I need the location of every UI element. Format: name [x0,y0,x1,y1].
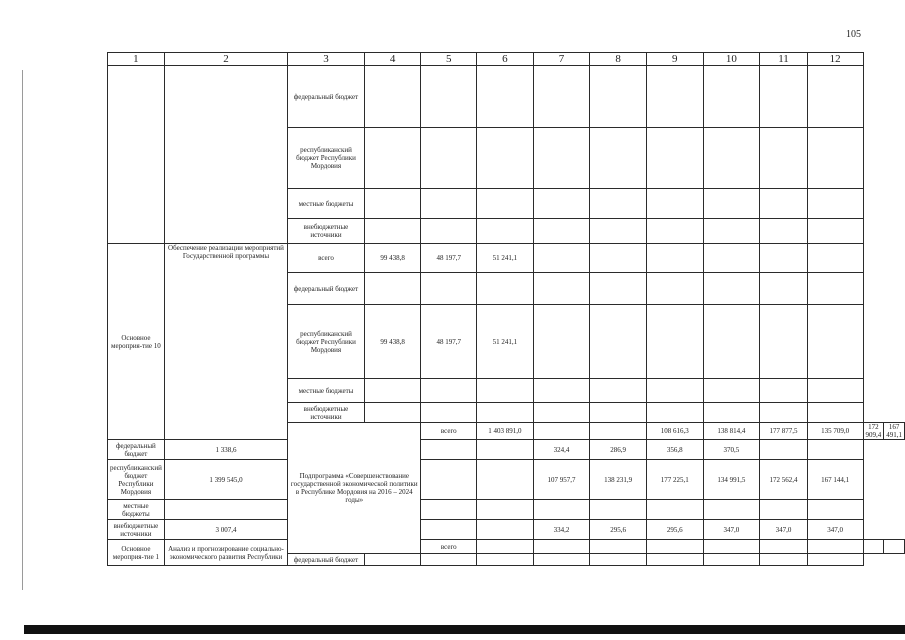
header-cell: 1 [108,53,165,66]
source-cell: федеральный бюджет [288,273,365,305]
value-cell: 347,0 [760,520,808,540]
value-cell: 51 241,1 [477,305,534,379]
header-cell: 2 [164,53,287,66]
header-cell: 5 [421,53,477,66]
scan-left-rule [22,70,23,590]
value-cell: 347,0 [807,520,863,540]
value-cell [477,520,534,540]
value-cell [533,423,590,440]
table-row [108,500,905,520]
value-cell [477,460,534,500]
header-cell: 7 [533,53,590,66]
value-cell: 334,2 [533,520,590,540]
value-cell: 356,8 [646,440,703,460]
value-cell [807,440,863,460]
value-cell [477,440,534,460]
table-row [108,244,905,273]
table-row [108,460,905,500]
value-cell: 99 438,8 [364,305,421,379]
value-cell: 286,9 [590,440,647,460]
value-cell [421,460,477,500]
source-cell: республиканский бюджет Республики Мордовия [108,460,165,500]
source-cell: внебюджетные источники [288,403,365,423]
value-cell: 51 241,1 [477,244,534,273]
value-cell: 48 197,7 [421,305,477,379]
budget-table [107,52,905,566]
source-cell: внебюджетные источники [108,520,165,540]
value-cell: 3 007,4 [164,520,287,540]
value-cell: 135 709,0 [807,423,863,440]
value-cell: 107 957,7 [533,460,590,500]
value-cell: 172 909,4 [863,423,884,440]
header-cell: 3 [288,53,365,66]
table-row [108,440,905,460]
header-cell: 4 [364,53,421,66]
source-cell: всего [288,244,365,273]
scan-bottom-bar [24,625,905,634]
value-cell [760,440,808,460]
source-cell: всего [421,423,477,440]
value-cell: 295,6 [646,520,703,540]
source-cell: местные бюджеты [288,189,365,219]
value-cell [590,423,647,440]
source-cell: федеральный бюджет [108,440,165,460]
measure-name: Анализ и прогнозирование социально-экономического развития Республики [164,540,287,566]
value-cell: 48 197,7 [421,244,477,273]
measure-name: Обеспечение реализации мероприятий Государственной программы [164,244,287,440]
header-cell: 11 [760,53,808,66]
value-cell: 134 991,5 [703,460,760,500]
source-cell: республиканский бюджет Республики Мордовия [288,128,365,189]
value-cell [421,520,477,540]
table-row [108,520,905,540]
value-cell: 295,6 [590,520,647,540]
header-row [108,53,905,66]
header-cell: 8 [590,53,647,66]
value-cell: 138 814,4 [703,423,760,440]
value-cell: 177 225,1 [646,460,703,500]
value-cell: 1 403 891,0 [477,423,534,440]
blank-cell [108,66,165,244]
value-cell: 1 338,6 [164,440,287,460]
header-cell: 9 [646,53,703,66]
value-cell: 1 399 545,0 [164,460,287,500]
value-cell: 167 491,1 [884,423,905,440]
subprogram-name: Подпрограмма «Совершенствование государственной экономической политики в Республике Мордовия на 2016 – 2024 годы» [288,423,421,554]
value-cell: 347,0 [703,520,760,540]
source-cell: федеральный бюджет [288,554,365,566]
value-cell: 324,4 [533,440,590,460]
measure-label: Основное мероприя-тие 10 [108,244,165,440]
blank-cell [164,66,287,244]
value-cell: 108 616,3 [646,423,703,440]
source-cell: внебюджетные источники [288,219,365,244]
source-cell: всего [421,540,477,554]
page-number: 105 [846,29,861,40]
table-row [108,540,905,554]
source-cell: местные бюджеты [108,500,165,520]
value-cell: 177 877,5 [760,423,808,440]
value-cell: 172 562,4 [760,460,808,500]
source-cell: федеральный бюджет [288,66,365,128]
value-cell: 138 231,9 [590,460,647,500]
value-cell: 370,5 [703,440,760,460]
value-cell: 167 144,1 [807,460,863,500]
value-cell: 99 438,8 [364,244,421,273]
measure-label: Основное мероприя-тие 1 [108,540,165,566]
source-cell: местные бюджеты [288,379,365,403]
header-cell: 12 [807,53,863,66]
header-cell: 6 [477,53,534,66]
table-row [108,66,905,128]
value-cell [421,440,477,460]
header-cell: 10 [703,53,760,66]
source-cell: республиканский бюджет Республики Мордовия [288,305,365,379]
